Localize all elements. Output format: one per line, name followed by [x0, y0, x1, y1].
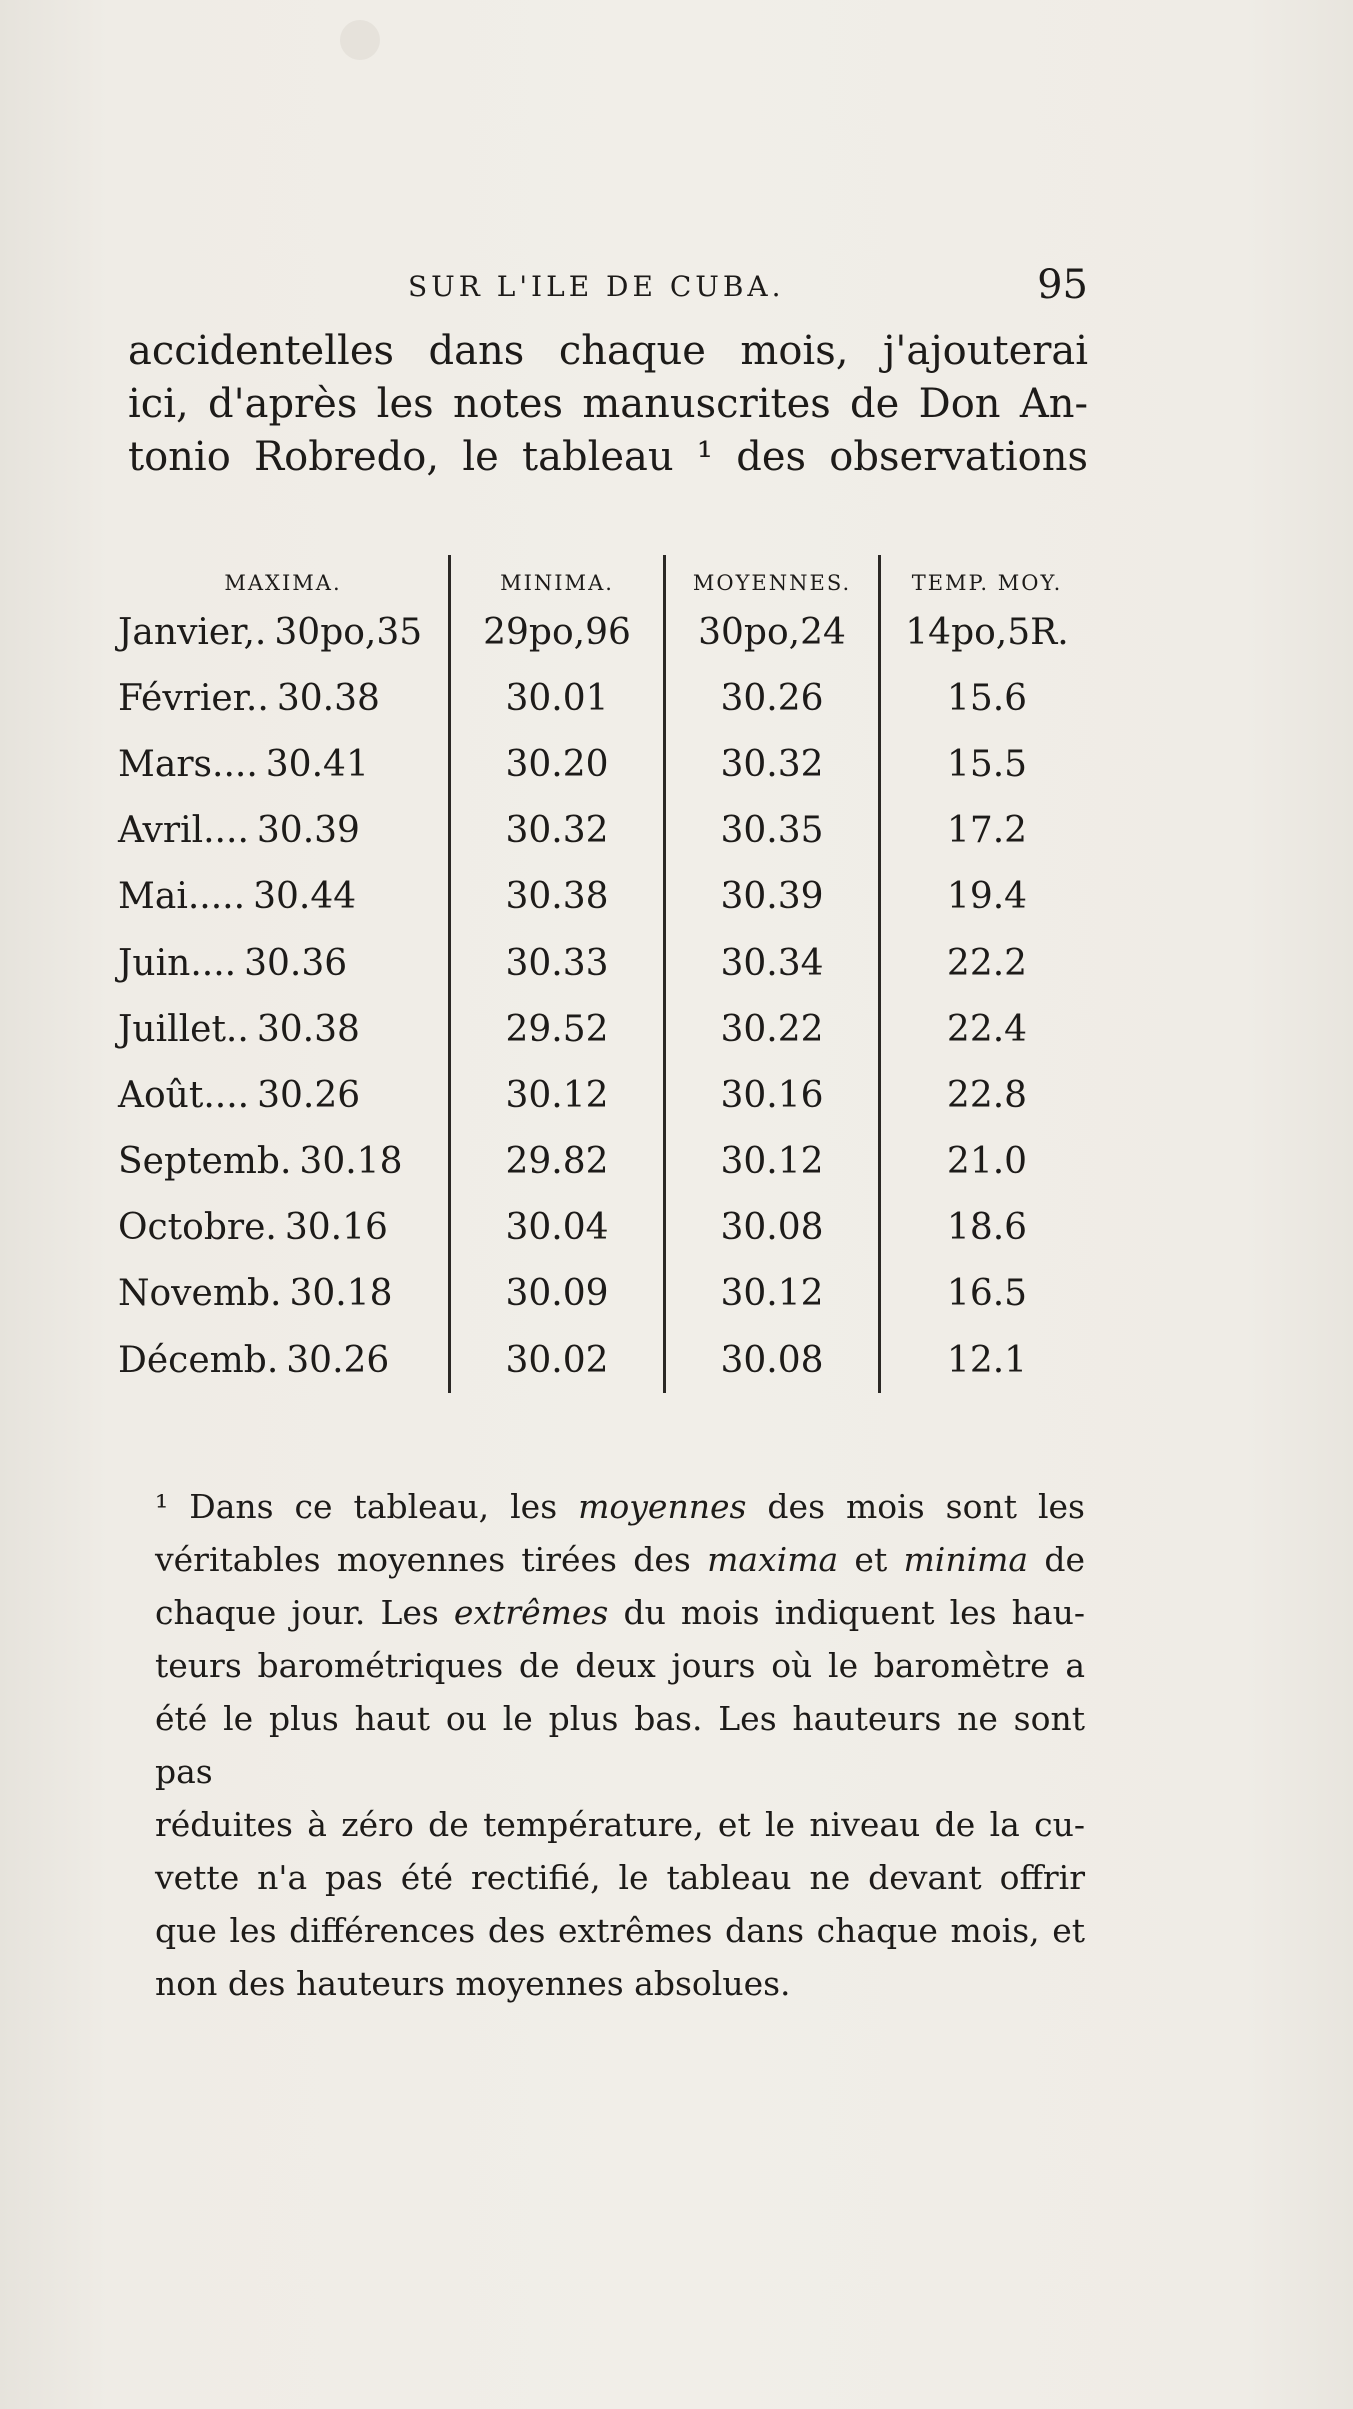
minima-cell: 30.12 [450, 1062, 665, 1128]
month-label: Juin.... [118, 942, 237, 984]
footnote-text: du mois indiquent les hau- [608, 1593, 1085, 1632]
header-temp-moy: TEMP. MOY. [880, 555, 1094, 599]
table-row [118, 1327, 1093, 1393]
minima-cell: 30.09 [450, 1261, 665, 1327]
maxima-value: 30po,35 [274, 611, 423, 653]
month-maxima-cell [118, 1062, 450, 1128]
month-label: Juillet.. [118, 1008, 249, 1050]
month-maxima-cell [118, 731, 450, 797]
month-label: Février.. [118, 677, 269, 719]
footnote-italic: extrêmes [453, 1593, 609, 1632]
maxima-value: 30.16 [284, 1207, 388, 1249]
minima-cell: 30.01 [450, 665, 665, 731]
temp-cell: 15.5 [880, 731, 1094, 797]
table-row [118, 731, 1093, 797]
observations-table [118, 555, 1093, 1393]
month-maxima-cell [118, 1129, 450, 1195]
footnote-text: des mois sont les [746, 1487, 1085, 1526]
maxima-value: 30.26 [257, 1074, 361, 1116]
footnote-marker: ¹ [155, 1487, 169, 1526]
month-maxima-cell [118, 1261, 450, 1327]
month-label: Avril.... [118, 810, 249, 852]
footnote-line: été le plus haut ou le plus bas. Les hauteurs ne sont pas [155, 1699, 1085, 1791]
table-row [118, 1129, 1093, 1195]
table-row [118, 1195, 1093, 1261]
minima-cell: 29.82 [450, 1129, 665, 1195]
paper-stain [340, 20, 380, 60]
footnote-line: vette n'a pas été rectifié, le tableau ne devant offrir [155, 1858, 1085, 1897]
maxima-value: 30.26 [286, 1339, 390, 1381]
maxima-value: 30.41 [265, 743, 369, 785]
minima-cell: 30.33 [450, 930, 665, 996]
footnote-text: et [838, 1540, 904, 1579]
footnote-line: que les différences des extrêmes dans chaque mois, et [155, 1911, 1085, 1950]
footnote-italic: moyennes [578, 1487, 747, 1526]
temp-cell: 14po,5R. [880, 599, 1094, 665]
footnote-line: teurs barométriques de deux jours où le baromètre a [155, 1646, 1085, 1685]
footnote-italic: maxima [707, 1540, 839, 1579]
minima-cell: 30.04 [450, 1195, 665, 1261]
body-paragraph [128, 325, 1088, 484]
footnote [155, 1480, 1085, 2010]
moyennes-cell: 30.12 [665, 1261, 880, 1327]
table-row [118, 665, 1093, 731]
footnote-line: non des hauteurs moyennes absolues. [155, 1964, 791, 2003]
moyennes-cell: 30.32 [665, 731, 880, 797]
temp-cell: 17.2 [880, 798, 1094, 864]
month-maxima-cell [118, 864, 450, 930]
moyennes-cell: 30.26 [665, 665, 880, 731]
temp-cell: 22.8 [880, 1062, 1094, 1128]
month-maxima-cell [118, 599, 450, 665]
body-line: accidentelles dans chaque mois, j'ajouterai [128, 328, 1088, 374]
temp-cell: 21.0 [880, 1129, 1094, 1195]
month-maxima-cell [118, 798, 450, 864]
maxima-value: 30.18 [289, 1273, 393, 1315]
temp-cell: 22.2 [880, 930, 1094, 996]
month-maxima-cell [118, 930, 450, 996]
minima-cell: 30.20 [450, 731, 665, 797]
month-label: Août.... [118, 1074, 250, 1116]
footnote-text: de [1028, 1540, 1085, 1579]
maxima-value: 30.18 [299, 1141, 403, 1183]
footnote-text: chaque jour. Les [155, 1593, 454, 1632]
month-label: Septemb. [118, 1141, 292, 1183]
moyennes-cell: 30.22 [665, 996, 880, 1062]
footnote-line: réduites à zéro de température, et le niveau de la cu- [155, 1805, 1085, 1844]
maxima-value: 30.39 [256, 810, 360, 852]
moyennes-cell: 30.16 [665, 1062, 880, 1128]
body-line: ici, d'après les notes manuscrites de Don An- [128, 381, 1088, 427]
temp-cell: 15.6 [880, 665, 1094, 731]
maxima-value: 30.38 [276, 677, 380, 719]
page-header [128, 262, 1088, 322]
table-header-row [118, 555, 1093, 599]
month-maxima-cell [118, 1327, 450, 1393]
month-maxima-cell [118, 996, 450, 1062]
month-label: Octobre. [118, 1207, 277, 1249]
footnote-line [155, 1586, 1085, 1639]
footnote-line [155, 1533, 1085, 1586]
running-head: SUR L'ILE DE CUBA. [408, 270, 785, 303]
minima-cell: 29.52 [450, 996, 665, 1062]
temp-cell: 19.4 [880, 864, 1094, 930]
temp-cell: 22.4 [880, 996, 1094, 1062]
maxima-value: 30.44 [253, 876, 357, 918]
table-row [118, 798, 1093, 864]
month-label: Mai..... [118, 876, 246, 918]
minima-cell: 30.02 [450, 1327, 665, 1393]
header-maxima: MAXIMA. [224, 571, 342, 595]
footnote-line [155, 1480, 1085, 1533]
table-row [118, 996, 1093, 1062]
moyennes-cell: 30po,24 [665, 599, 880, 665]
minima-cell: 30.38 [450, 864, 665, 930]
month-maxima-cell [118, 1195, 450, 1261]
moyennes-cell: 30.35 [665, 798, 880, 864]
moyennes-cell: 30.08 [665, 1195, 880, 1261]
moyennes-cell: 30.34 [665, 930, 880, 996]
maxima-value: 30.36 [244, 942, 348, 984]
table-body [118, 599, 1093, 1393]
month-label: Novemb. [118, 1273, 282, 1315]
minima-cell: 30.32 [450, 798, 665, 864]
table-row [118, 1261, 1093, 1327]
month-maxima-cell [118, 665, 450, 731]
minima-cell: 29po,96 [450, 599, 665, 665]
table-row [118, 930, 1093, 996]
moyennes-cell: 30.39 [665, 864, 880, 930]
header-moyennes: MOYENNES. [665, 555, 880, 599]
month-label: Décemb. [118, 1339, 279, 1381]
moyennes-cell: 30.12 [665, 1129, 880, 1195]
body-line: tonio Robredo, le tableau ¹ des observations [128, 434, 1088, 480]
maxima-value: 30.38 [256, 1008, 360, 1050]
footnote-italic: minima [903, 1540, 1029, 1579]
month-label: Janvier,. [118, 611, 267, 653]
temp-cell: 18.6 [880, 1195, 1094, 1261]
footnote-text: Dans ce tableau, les [189, 1487, 579, 1526]
month-label: Mars.... [118, 743, 258, 785]
footnote-text: véritables moyennes tirées des [155, 1540, 708, 1579]
moyennes-cell: 30.08 [665, 1327, 880, 1393]
table-row [118, 864, 1093, 930]
table-row [118, 599, 1093, 665]
temp-cell: 12.1 [880, 1327, 1094, 1393]
header-minima: MINIMA. [450, 555, 665, 599]
table-row [118, 1062, 1093, 1128]
page-number: 95 [1037, 262, 1088, 308]
temp-cell: 16.5 [880, 1261, 1094, 1327]
